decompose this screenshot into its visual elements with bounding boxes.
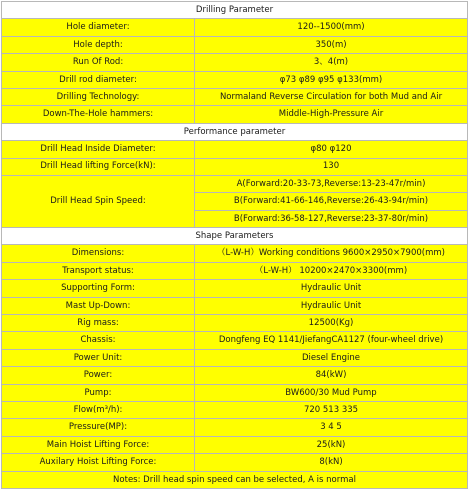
spec-label: Transport status: xyxy=(2,262,195,279)
spec-row xyxy=(2,297,468,314)
spec-row xyxy=(2,141,468,158)
spec-value: Dongfeng EQ 1141/JiefangCA1127 (four-wheel drive) xyxy=(195,332,468,349)
spec-label: Main Hoist Lifting Force: xyxy=(2,436,195,453)
spec-label: Pump: xyxy=(2,384,195,401)
spec-value: Middle-High-Pressure Air xyxy=(195,106,468,123)
spin-speed-value-a: A(Forward:20-33-73,Reverse:13-23-47r/min) xyxy=(195,175,468,192)
spec-label: Chassis: xyxy=(2,332,195,349)
spec-value: 12500(Kg) xyxy=(195,315,468,332)
spec-value: Normaland Reverse Circulation for both Mud and Air xyxy=(195,88,468,105)
spec-label: Hole depth: xyxy=(2,36,195,53)
spec-value: BW600/30 Mud Pump xyxy=(195,384,468,401)
spec-value: 8(kN) xyxy=(195,454,468,471)
spec-row xyxy=(2,71,468,88)
spec-label: Down-The-Hole hammers: xyxy=(2,106,195,123)
spec-value: 130 xyxy=(195,158,468,175)
spec-row xyxy=(2,419,468,436)
spec-row xyxy=(2,19,468,36)
note-row xyxy=(2,471,468,488)
spec-row xyxy=(2,384,468,401)
spec-row-spin-speed xyxy=(2,175,468,192)
spec-value: （L-W-H）Working conditions 9600×2950×7900(mm) xyxy=(195,245,468,262)
section-row-shape xyxy=(2,228,468,245)
section-row-performance xyxy=(2,123,468,140)
spec-value: 720 513 335 xyxy=(195,401,468,418)
spec-row xyxy=(2,315,468,332)
spec-value: 3、4(m) xyxy=(195,54,468,71)
spec-value: Diesel Engine xyxy=(195,349,468,366)
section-title-shape: Shape Parameters xyxy=(2,228,468,245)
notes-text: Notes: Drill head spin speed can be selected, A is normal xyxy=(2,471,468,488)
spec-label: Flow(m³/h): xyxy=(2,401,195,418)
spec-label: Drill rod diameter: xyxy=(2,71,195,88)
spec-row xyxy=(2,262,468,279)
spec-label: Rig mass: xyxy=(2,315,195,332)
spin-speed-value-b1: B(Forward:41-66-146,Reverse:26-43-94r/min) xyxy=(195,193,468,210)
spec-label: Drilling Technology: xyxy=(2,88,195,105)
spec-label: Run Of Rod: xyxy=(2,54,195,71)
spec-value: Hydraulic Unit xyxy=(195,297,468,314)
spec-table xyxy=(1,1,468,489)
spec-row xyxy=(2,88,468,105)
spin-speed-value-b2: B(Forward:36-58-127,Reverse:23-37-80r/min) xyxy=(195,210,468,227)
spec-value: 84(kW) xyxy=(195,367,468,384)
spec-label: Drill Head lifting Force(kN): xyxy=(2,158,195,175)
spec-value: 350(m) xyxy=(195,36,468,53)
spec-row xyxy=(2,401,468,418)
spec-row xyxy=(2,36,468,53)
spec-label: Pressure(MP): xyxy=(2,419,195,436)
spec-row xyxy=(2,54,468,71)
spec-row xyxy=(2,332,468,349)
section-title-drilling: Drilling Parameter xyxy=(2,2,468,19)
spec-row xyxy=(2,436,468,453)
spec-table-container xyxy=(1,1,467,489)
spec-value: 120--1500(mm) xyxy=(195,19,468,36)
spec-value: Hydraulic Unit xyxy=(195,280,468,297)
spec-row xyxy=(2,158,468,175)
spec-label: Supporting Form: xyxy=(2,280,195,297)
spec-row xyxy=(2,454,468,471)
spec-value: φ80 φ120 xyxy=(195,141,468,158)
spec-label: Drill Head Inside Diameter: xyxy=(2,141,195,158)
spec-label: Auxilary Hoist Lifting Force: xyxy=(2,454,195,471)
spec-label: Power: xyxy=(2,367,195,384)
spec-label: Power Unit: xyxy=(2,349,195,366)
spec-row xyxy=(2,245,468,262)
spec-label-spin-speed: Drill Head Spin Speed: xyxy=(2,175,195,227)
spec-value: （L-W-H） 10200×2470×3300(mm) xyxy=(195,262,468,279)
spec-row xyxy=(2,349,468,366)
spec-label: Mast Up-Down: xyxy=(2,297,195,314)
spec-value: φ73 φ89 φ95 φ133(mm) xyxy=(195,71,468,88)
spec-label: Hole diameter: xyxy=(2,19,195,36)
section-title-performance: Performance parameter xyxy=(2,123,468,140)
spec-value: 25(kN) xyxy=(195,436,468,453)
spec-value: 3 4 5 xyxy=(195,419,468,436)
spec-row xyxy=(2,106,468,123)
spec-row xyxy=(2,280,468,297)
spec-label: Dimensions: xyxy=(2,245,195,262)
section-row-drilling xyxy=(2,2,468,19)
spec-row xyxy=(2,367,468,384)
